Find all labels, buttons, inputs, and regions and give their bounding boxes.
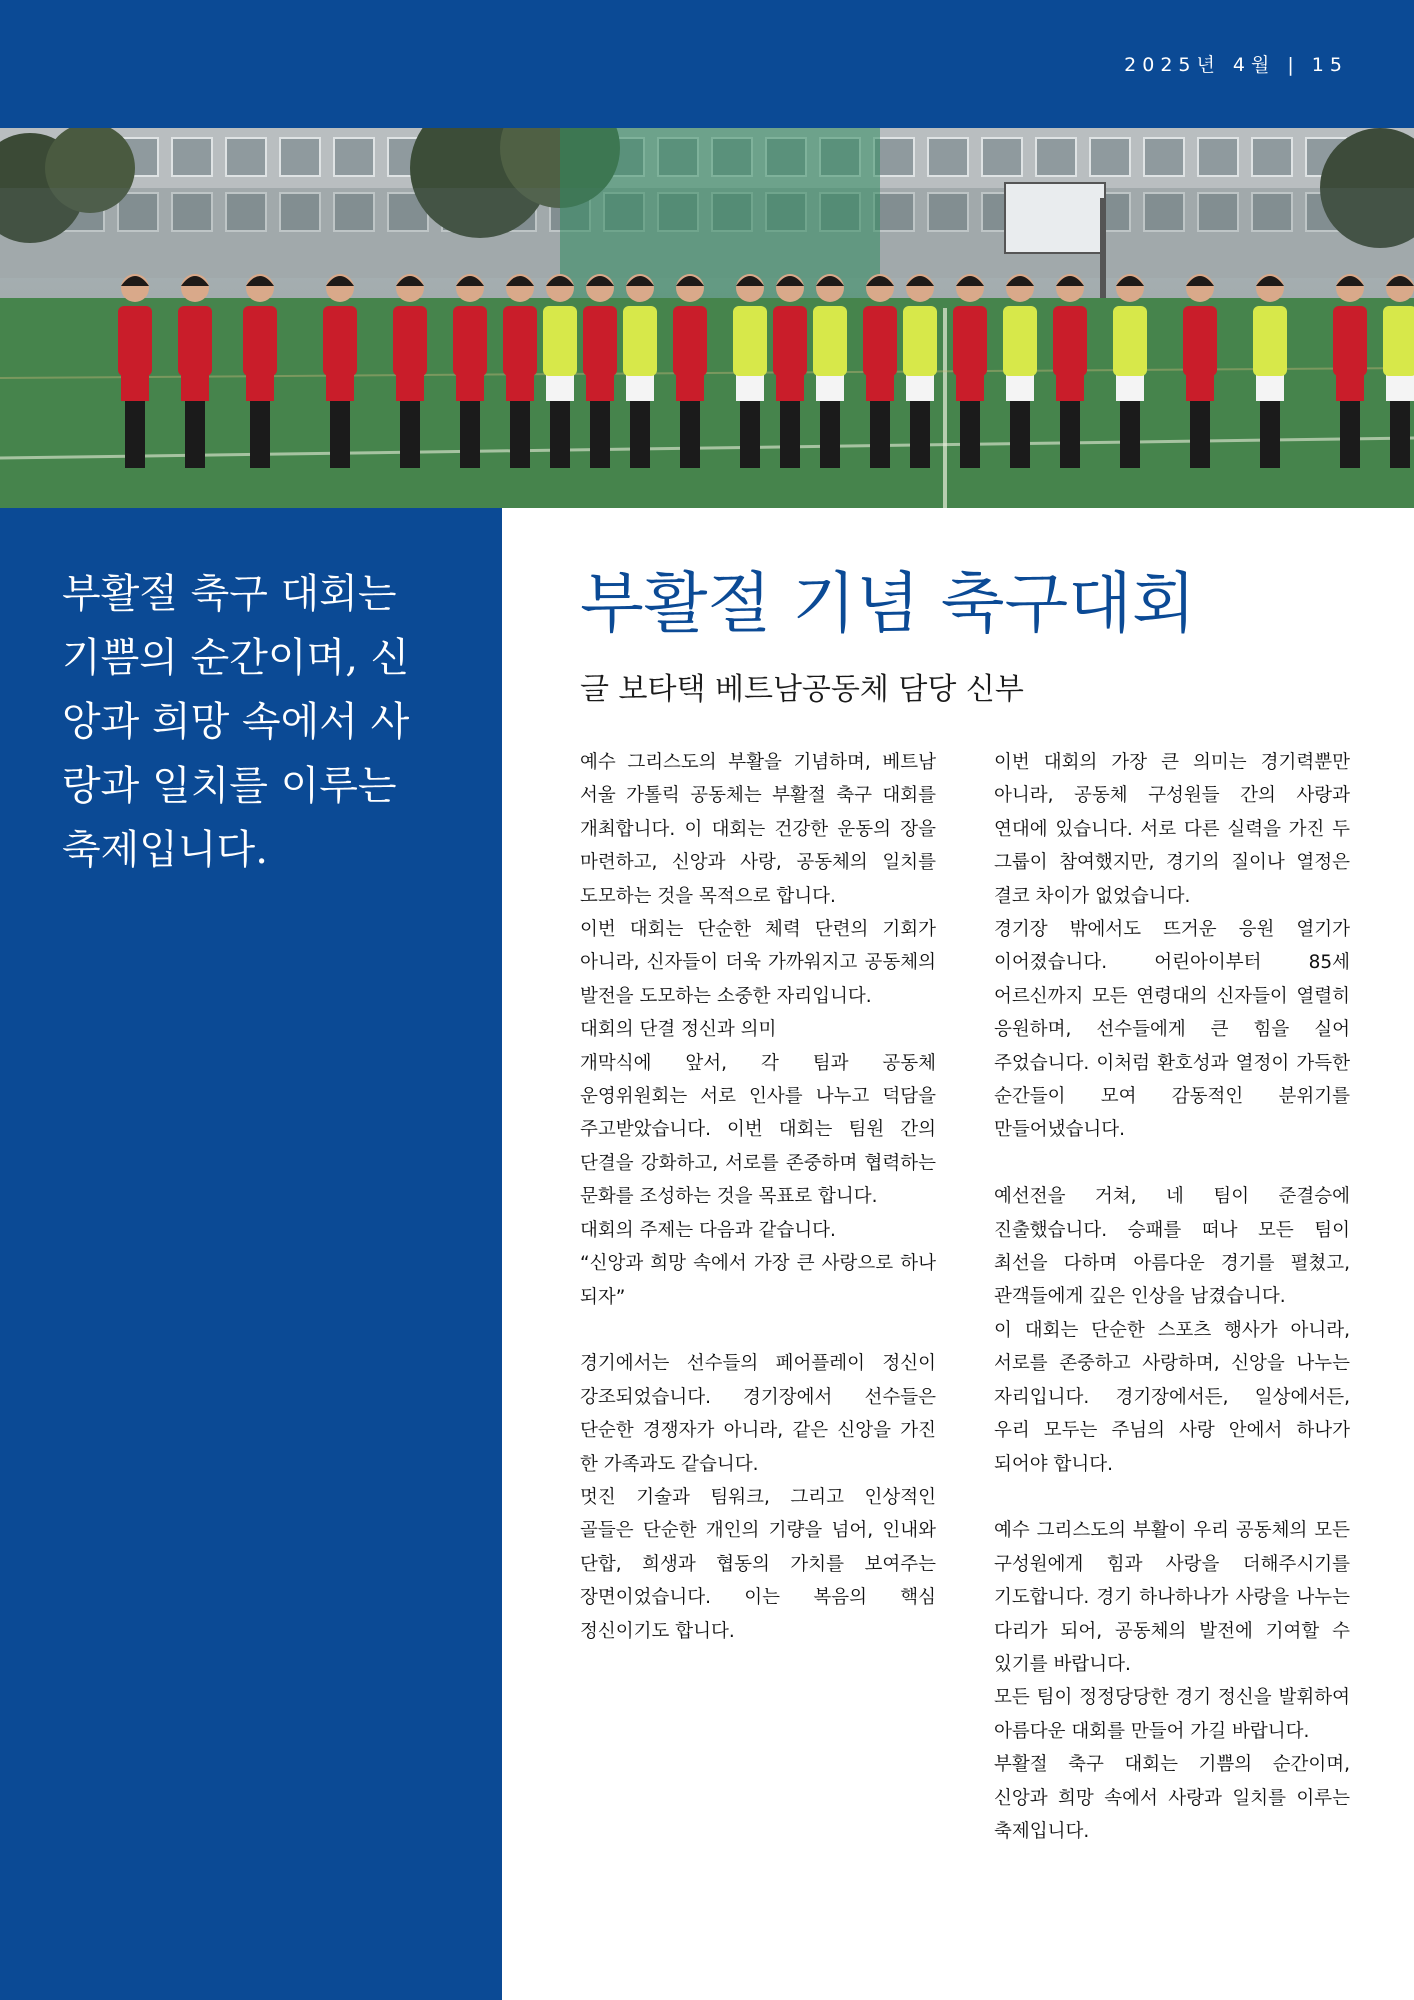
article-paragraph: 이번 대회는 단순한 체력 단련의 기회가 아니라, 신자들이 더욱 가까워지고 공동체의 발전을 도모하는 소중한 자리입니다. <box>580 919 936 1007</box>
pull-quote-line: 앙과 희망 속에서 사 <box>62 699 410 745</box>
window-shape <box>226 138 266 176</box>
window-shape <box>334 138 374 176</box>
window-shape <box>928 138 968 176</box>
window-shape <box>1036 138 1076 176</box>
window-shape <box>280 138 320 176</box>
article-paragraph: 예선전을 거쳐, 네 팀이 준결승에 진출했습니다. 승패를 떠나 모든 팀이 최선을 다하며 아름다운 경기를 펼쳤고, 관객들에게 깊은 인상을 남겼습니다. <box>994 1186 1350 1308</box>
article-paragraph: 이번 대회의 가장 큰 의미는 경기력뿐만 아니라, 공동체 구성원들 간의 사랑과 연대에 있습니다. 서로 다른 실력을 가진 두 그룹이 참여했지만, 경기의 질이나 열정은 결코 차이가 없었습니다. <box>994 752 1350 907</box>
paragraph-gap <box>994 1481 1350 1514</box>
article-paragraph: 대회의 단결 정신과 의미 <box>580 1019 777 1041</box>
article-paragraph: 경기에서는 선수들의 페어플레이 정신이 강조되었습니다. 경기장에서 선수들은 단순한 경쟁자가 아니라, 같은 신앙을 가진 한 가족과도 같습니다. <box>580 1353 936 1475</box>
article-title: 부활절 기념 축구대회 <box>580 565 1196 642</box>
article-column-1 <box>580 746 936 1648</box>
pull-quote-line: 부활절 축구 대회는 <box>62 571 397 617</box>
window-shape <box>982 138 1022 176</box>
pull-quote-line: 기쁨의 순간이며, 신 <box>62 635 410 681</box>
article-paragraph: 이 대회는 단순한 스포츠 행사가 아니라, 서로를 존중하고 사랑하며, 신앙을 나누는 자리입니다. 경기장에서든, 일상에서든, 우리 모두는 주님의 사랑 안에서 하나가 되어야 합니다. <box>994 1319 1350 1475</box>
issue-label: 2025년 4월 | 15 <box>1124 54 1348 76</box>
article-paragraph: 부활절 축구 대회는 기쁨의 순간이며, 신앙과 희망 속에서 사랑과 일치를 이루는 축제입니다. <box>994 1754 1350 1842</box>
window-shape <box>1090 138 1130 176</box>
article-paragraph: 대회의 주제는 다음과 같습니다. <box>580 1219 836 1241</box>
article-paragraph: “신앙과 희망 속에서 가장 큰 사랑으로 하나 되자” <box>580 1253 936 1308</box>
window-shape <box>1144 138 1184 176</box>
header-bar <box>0 0 1414 128</box>
article-paragraph: 예수 그리스도의 부활이 우리 공동체의 모든 구성원에게 힘과 사랑을 더해주시기를 기도합니다. 경기 하나하나가 사랑을 나누는 다리가 되어, 공동체의 발전에 기여할 수 있기를 바랍니다. <box>994 1520 1350 1675</box>
article-paragraph: 예수 그리스도의 부활을 기념하며, 베트남 서울 가톨릭 공동체는 부활절 축구 대회를 개최합니다. 이 대회는 건강한 운동의 장을 마련하고, 신앙과 사랑, 공동체의 일치를 도모하는 것을 목적으로 합니다. <box>580 752 936 907</box>
window-shape <box>1198 138 1238 176</box>
article-paragraph: 개막식에 앞서, 각 팀과 공동체 운영위원회는 서로 인사를 나누고 덕담을 주고받았습니다. 이번 대회는 팀원 간의 단결을 강화하고, 서로를 존중하며 협력하는 문화를 조성하는 것을 목표로 합니다. <box>580 1052 936 1208</box>
paragraph-gap <box>994 1147 1350 1180</box>
article-paragraph: 멋진 기술과 팀워크, 그리고 인상적인 골들은 단순한 개인의 기량을 넘어, 인내와 단합, 희생과 협동의 가치를 보여주는 장면이었습니다. 이는 복음의 핵심 정신이기도 합니다. <box>580 1486 936 1642</box>
article-column-2 <box>994 746 1350 1848</box>
article-byline: 글 보타택 베트남공동체 담당 신부 <box>580 672 1024 707</box>
hero-photo <box>0 128 1414 508</box>
window-shape <box>1252 138 1292 176</box>
pull-quote-line: 축제입니다. <box>62 827 268 873</box>
article-paragraph: 경기장 밖에서도 뜨거운 응원 열기가 이어졌습니다. 어린아이부터 85세 어르신까지 모든 연령대의 신자들이 열렬히 응원하며, 선수들에게 큰 힘을 실어 주었습니다. 이처럼 환호성과 열정이 가득한 순간들이 모여 감동적인 분위기를 만들어냈습니다. <box>994 919 1350 1141</box>
pull-quote <box>62 562 442 882</box>
window-shape <box>172 138 212 176</box>
article-paragraph: 모든 팀이 정정당당한 경기 정신을 발휘하여 아름다운 대회를 만들어 가길 바랍니다. <box>994 1687 1350 1742</box>
hero-photo-image <box>0 128 1414 508</box>
paragraph-gap <box>580 1314 936 1347</box>
pull-quote-line: 랑과 일치를 이루는 <box>62 763 397 809</box>
